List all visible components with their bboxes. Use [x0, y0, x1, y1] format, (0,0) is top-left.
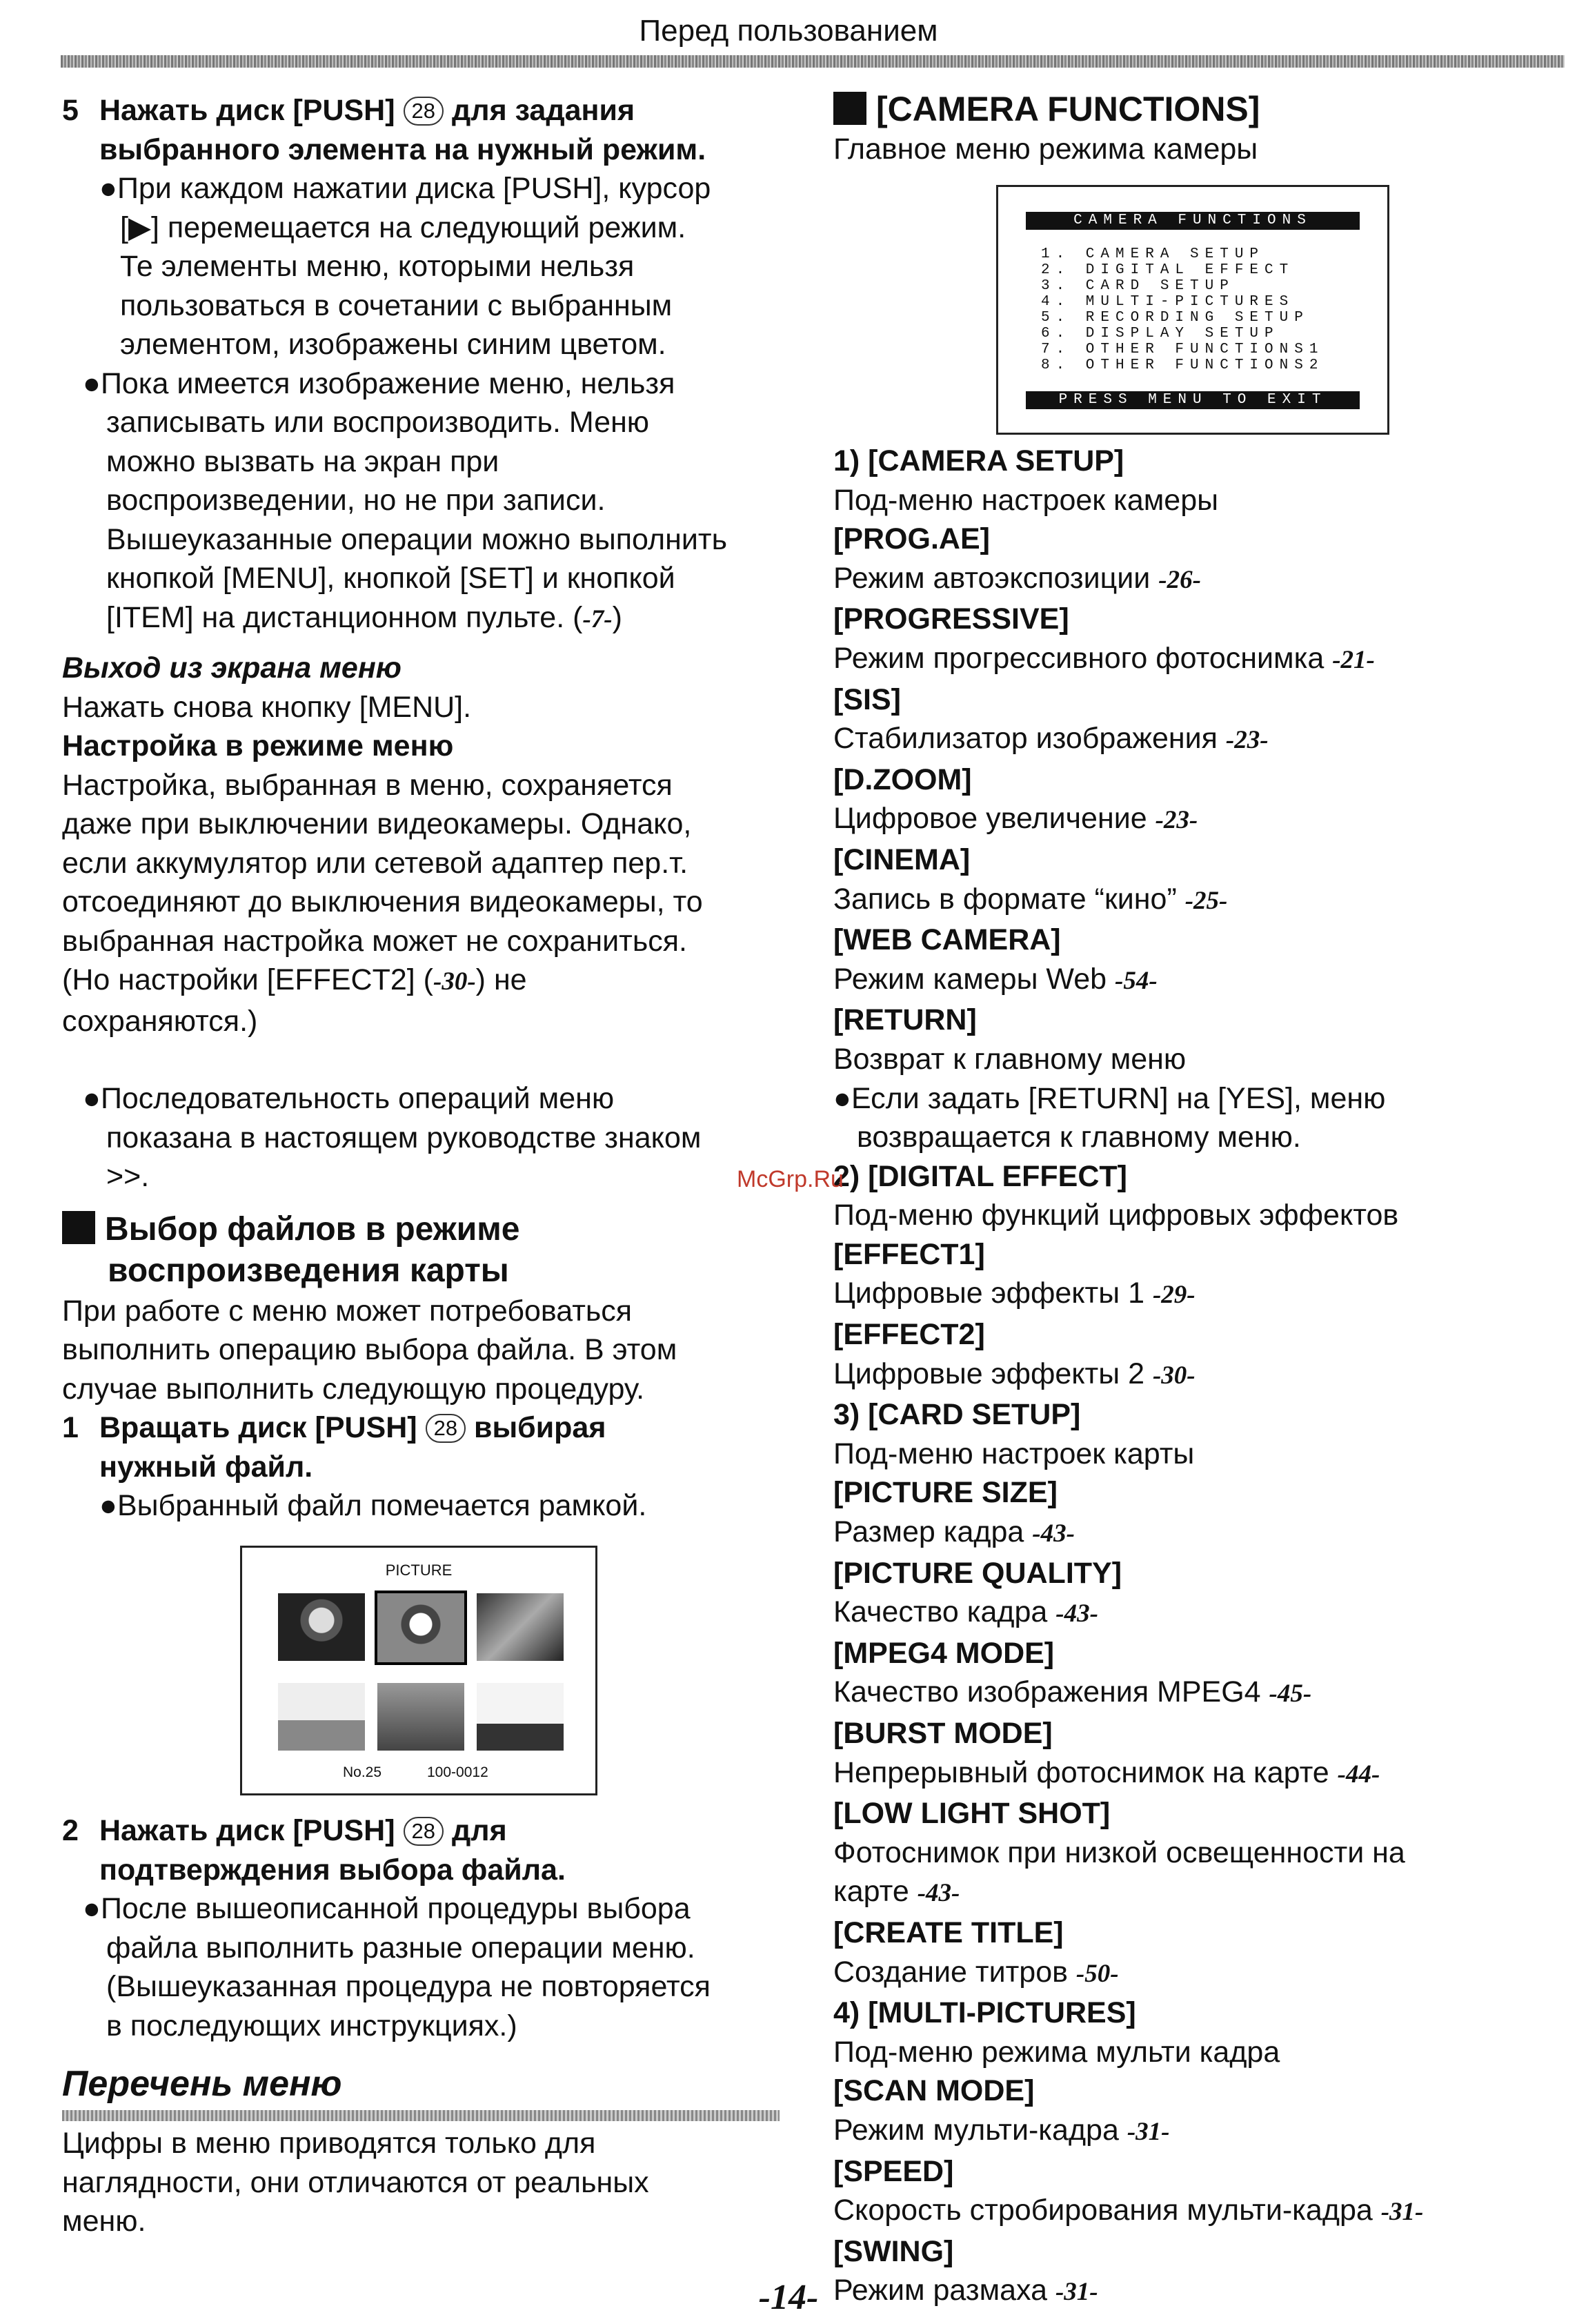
camera-functions-subtitle: Главное меню режима камеры: [833, 132, 1258, 166]
page-ref: -30-: [1152, 1361, 1196, 1390]
left-column-lower: [62, 1811, 786, 2241]
page-ref: -21-: [1332, 645, 1375, 674]
section-square-icon: [62, 1211, 95, 1244]
menu-entry-text: Стабилизатор изображения -23-: [833, 722, 1269, 756]
step2-note: ●После вышеописанной процедуры выбора файла выполнить разные операции меню. (Вышеуказанная процедура не повторяется в последующих инструкциях.): [83, 1892, 711, 2042]
menu-header-bar: CAMERA FUNCTIONS: [1026, 212, 1360, 230]
page-number: -14-: [758, 2278, 819, 2317]
exit-text: Нажать снова кнопку [MENU].: [62, 690, 472, 724]
menu-entry-heading: [EFFECT1]: [833, 1237, 985, 1271]
header-band: [61, 55, 1565, 68]
menu-entry-heading: [D.ZOOM]: [833, 762, 972, 796]
menu-entry-heading: [RETURN]: [833, 1003, 977, 1037]
menu-entry-heading: [PICTURE SIZE]: [833, 1476, 1058, 1510]
menu-entry-heading: 4) [MULTI-PICTURES]: [833, 1996, 1136, 2030]
menu-item: 5. RECORDING SETUP: [1041, 310, 1309, 326]
menu-entry-text: Скорость стробирования мульти-кадра -31-: [833, 2194, 1424, 2227]
menu-entry-text: Цифровые эффекты 1 -29-: [833, 1277, 1196, 1310]
page-ref: -29-: [1152, 1281, 1196, 1310]
picture-screen: [240, 1546, 597, 1795]
page-ref: -50-: [1075, 1959, 1119, 1988]
menu-entry-text: Создание титров -50-: [833, 1955, 1119, 1989]
dial-28-badge: 28: [426, 1414, 466, 1443]
menu-entry-heading: [CINEMA]: [833, 843, 971, 876]
menu-entry-text: Под-меню функций цифровых эффектов: [833, 1199, 1399, 1232]
picture-number: No.25: [343, 1764, 382, 1780]
menu-entry-text: ●Если задать [RETURN] на [YES], меню: [833, 1081, 1386, 1115]
menu-entry-heading: [PROG.AE]: [833, 522, 990, 556]
menu-entry-text: карте -43-: [833, 1875, 960, 1909]
menu-item: 8. OTHER FUNCTIONS2: [1041, 357, 1325, 373]
page-ref: -44-: [1337, 1760, 1380, 1789]
menu-entry-text: Качество изображения MPEG4 -45-: [833, 1675, 1312, 1709]
menu-entry-text: Возврат к главному меню: [833, 1042, 1187, 1076]
picture-file-id: 100-0012: [427, 1764, 488, 1780]
menu-entry-heading: 2) [DIGITAL EFFECT]: [833, 1159, 1127, 1193]
menu-item: 7. OTHER FUNCTIONS1: [1041, 342, 1325, 357]
menu-entry-text: Размер кадра -43-: [833, 1515, 1075, 1549]
menu-entry-text: Непрерывный фотоснимок на карте -44-: [833, 1755, 1380, 1789]
dial-28-badge: 28: [404, 1817, 444, 1846]
menu-entry-text: Режим прогрессивного фотоснимка -21-: [833, 641, 1375, 675]
page-ref: -23-: [1225, 726, 1269, 755]
step-5: 5 Нажать диск [PUSH] 28 для задания выбранного элемента на нужный режим.: [62, 94, 706, 166]
setting-text: Настройка, выбранная в меню, сохраняется даже при выключении видеокамеры. Однако, если аккумулятор или сетевой адаптер пер.т. отсоединяют до выключения видеокамеры, то выбранная настройка может не сохраниться. (Но настройки [EFFECT2] (-30-) не сохраняются.): [62, 768, 703, 1038]
menu-entry-heading: [SWING]: [833, 2234, 954, 2268]
menu-entry-text: Режим камеры Web -54-: [833, 962, 1158, 996]
page-ref: -26-: [1158, 565, 1201, 594]
picture-screen-title: PICTURE: [385, 1562, 453, 1579]
menu-entry-text: Под-меню настроек камеры: [833, 483, 1219, 517]
menu-item: 1. CAMERA SETUP: [1041, 246, 1265, 262]
menu-footer-bar: PRESS MENU TO EXIT: [1026, 391, 1360, 409]
menu-entry-text: Цифровое увеличение -23-: [833, 802, 1198, 836]
menu-entry-heading: [PICTURE QUALITY]: [833, 1556, 1122, 1590]
page-ref: -43-: [917, 1879, 960, 1908]
menu-entry-text: Режим автоэкспозиции -26-: [833, 561, 1201, 595]
thumbnail-6: [477, 1683, 564, 1751]
page-ref: -54-: [1115, 966, 1158, 995]
menu-entry-heading: [WEB CAMERA]: [833, 923, 1061, 957]
menu-entry-text: Фотоснимок при низкой освещенности на: [833, 1835, 1405, 1869]
menu-item: 2. DIGITAL EFFECT: [1041, 262, 1295, 278]
step1-note: ●Выбранный файл помечается рамкой.: [99, 1489, 647, 1522]
menu-entry-heading: 3) [CARD SETUP]: [833, 1398, 1081, 1432]
page-ref: -31-: [1380, 2198, 1424, 2227]
files-text: При работе с меню может потребоваться выполнить операцию выбора файла. В этом случае выполнить следующую процедуру.: [62, 1294, 677, 1406]
thumbnail-1: [278, 1593, 365, 1661]
list-heading-band: [62, 2110, 780, 2121]
menu-item: 3. CARD SETUP: [1041, 278, 1235, 294]
thumbnail-2-selected: [375, 1591, 467, 1665]
menu-entry-heading: [PROGRESSIVE]: [833, 602, 1069, 636]
page-ref: -31-: [1055, 2278, 1098, 2307]
menu-entry-heading: [MPEG4 MODE]: [833, 1636, 1055, 1670]
thumbnail-4: [278, 1683, 365, 1751]
list-heading: Перечень меню: [62, 2064, 342, 2104]
menu-entry-heading: [EFFECT2]: [833, 1318, 985, 1352]
menu-items: [1041, 246, 1324, 373]
menu-entry-text: Под-меню режима мульти кадра: [833, 2035, 1280, 2069]
dial-28-badge: 28: [404, 97, 444, 126]
right-column-entries: [833, 442, 1565, 2312]
step-2: 2 Нажать диск [PUSH] 28 для подтверждения выбора файла.: [62, 1814, 566, 1887]
menu-entry-text: Качество кадра -43-: [833, 1595, 1098, 1629]
thumbnail-5: [377, 1683, 464, 1751]
page-ref: -43-: [1032, 1519, 1075, 1548]
section-square-icon: [833, 92, 866, 125]
menu-entry-text: Под-меню настроек карты: [833, 1437, 1195, 1470]
page-ref: -31-: [1127, 2117, 1170, 2146]
page-header: Перед пользованием: [639, 14, 938, 48]
menu-entry-text: Цифровые эффекты 2 -30-: [833, 1357, 1196, 1390]
setting-heading: Настройка в режиме меню: [62, 729, 454, 762]
page-ref: -23-: [1155, 806, 1198, 835]
camera-functions-title: [CAMERA FUNCTIONS]: [876, 90, 1260, 128]
menu-item: 6. DISPLAY SETUP: [1041, 326, 1280, 342]
menu-item: 4. MULTI-PICTURES: [1041, 294, 1295, 310]
right-column-title: [833, 88, 1565, 168]
menu-entry-heading: [SPEED]: [833, 2154, 954, 2188]
menu-entry-text: Режим мульти-кадра -31-: [833, 2113, 1170, 2147]
menu-entry-heading: 1) [CAMERA SETUP]: [833, 444, 1124, 477]
page-ref: -25-: [1184, 886, 1228, 915]
thumbnail-3: [477, 1593, 564, 1661]
menu-entry-heading: [SCAN MODE]: [833, 2074, 1035, 2108]
step5-note: ●При каждом нажатии диска [PUSH], курсор [▶] перемещается на следующий режим. Те элементы меню, которыми нельзя пользоваться в сочетании с выбранным элементом, изображены синим цветом.: [99, 172, 711, 361]
menu-entry-text: возвращается к главному меню.: [857, 1121, 1301, 1154]
menu-entry-text: Режим размаха -31-: [833, 2274, 1098, 2307]
menu-entry-heading: [LOW LIGHT SHOT]: [833, 1797, 1111, 1831]
menu-entry-heading: [CREATE TITLE]: [833, 1916, 1064, 1949]
menu-entry-heading: [BURST MODE]: [833, 1717, 1053, 1750]
menu-entry-text: Запись в формате “кино” -25-: [833, 882, 1228, 916]
exit-heading: Выход из экрана меню: [62, 651, 401, 685]
menu-entry-heading: [SIS]: [833, 682, 901, 716]
page-ref: -30-: [433, 967, 476, 996]
watermark: McGrp.Ru: [737, 1166, 844, 1192]
files-section-title: Выбор файлов в режиме воспроизведения карты: [62, 1209, 786, 1292]
sequence-note: ●Последовательность операций меню показана в настоящем руководстве знаком >>.: [83, 1082, 702, 1193]
page-ref: -45-: [1269, 1680, 1312, 1708]
step-1: 1 Вращать диск [PUSH] 28 выбирая нужный файл.: [62, 1411, 606, 1484]
page-ref: -43-: [1055, 1599, 1098, 1628]
camera-menu-screen: [996, 185, 1389, 435]
list-text: Цифры в меню приводятся только для наглядности, они отличаются от реальных меню.: [62, 2127, 649, 2238]
page-ref: -7-: [582, 604, 613, 633]
left-column: [62, 91, 786, 1526]
menu-note: ●Пока имеется изображение меню, нельзя записывать или воспроизводить. Меню можно вызвать на экран при воспроизведении, но не при записи. Вышеуказанные операции можно выполнить кнопкой [MENU], кнопкой [SET] и кнопкой [ITEM] на дистанционном пульте. (-7-): [83, 366, 727, 634]
